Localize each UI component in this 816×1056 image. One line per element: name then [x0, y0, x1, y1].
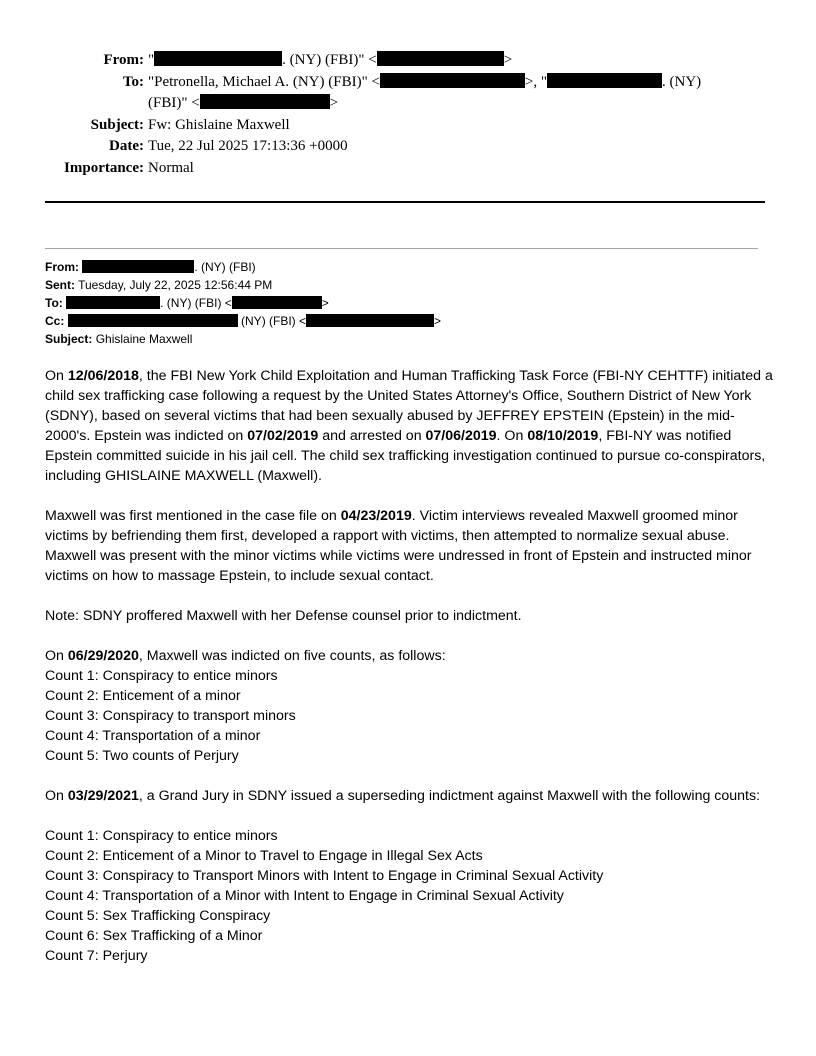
subject-value: Fw: Ghislaine Maxwell: [148, 116, 290, 133]
redaction: [306, 314, 434, 327]
outer-subject-row: [45, 115, 765, 137]
header-divider: [45, 201, 765, 203]
importance-label: Importance:: [64, 159, 144, 176]
from-label: From:: [103, 52, 144, 68]
to-label: To:: [122, 73, 144, 90]
to-value: "Petronella, Michael A. (NY) (FBI)" < >, " . (NY) (FBI)" < >: [148, 73, 702, 111]
inner-to-row: To: . (NY) (FBI) < >: [45, 296, 329, 310]
list-item: Count 1: Conspiracy to entice minors: [45, 668, 278, 684]
forwarded-header: [45, 258, 765, 348]
list-item: Count 5: Sex Trafficking Conspiracy: [45, 908, 271, 924]
inner-sent-label: Sent:: [45, 278, 75, 292]
list-item: Count 2: Enticement of a Minor to Travel to Engage in Illegal Sex Acts: [45, 848, 483, 864]
inner-subject-row: [45, 330, 765, 348]
redaction: [200, 94, 330, 109]
redaction: [66, 296, 160, 309]
date-label: Date:: [109, 138, 144, 154]
from-value: " . (NY) (FBI)" < >: [148, 52, 513, 68]
outer-to-row: [45, 72, 765, 115]
redaction: [547, 73, 662, 88]
list-item: Count 4: Transportation of a minor: [45, 728, 261, 744]
inner-to-label: To:: [45, 296, 63, 310]
outer-importance-row: [45, 158, 765, 180]
list-item: Count 6: Sex Trafficking of a Minor: [45, 928, 263, 944]
outer-date-row: [45, 136, 765, 158]
inner-subject-value: Ghislaine Maxwell: [95, 332, 193, 346]
redaction: [377, 51, 504, 66]
inner-sent-row: [45, 276, 765, 294]
outer-email-header: [45, 50, 765, 179]
inner-from-label: From:: [45, 260, 79, 274]
list-item: Count 5: Two counts of Perjury: [45, 748, 239, 764]
list-item: Count 1: Conspiracy to entice minors: [45, 828, 278, 844]
redaction: [154, 51, 282, 66]
inner-sent-value: Tuesday, July 22, 2025 12:56:44 PM: [78, 278, 273, 292]
paragraph-superseding: On 03/29/2021, a Grand Jury in SDNY issued a superseding indictment against Maxwell with the following counts:: [45, 788, 761, 804]
paragraph-maxwell-mention: Maxwell was first mentioned in the case file on 04/23/2019. Victim interviews revealed Maxwell groomed minor victims by befriending them first, developed a rapport with victims, then attempted to normalize sexual abuse. Maxwell was present with the minor victims while victims were undressed in front of Epstein and instructed minor victims on how to massage Epstein, to include sexual contact.: [45, 508, 752, 584]
redaction: [82, 260, 194, 273]
list-item: Count 3: Conspiracy to Transport Minors with Intent to Engage in Criminal Sexual Activity: [45, 868, 604, 884]
list-item: Count 7: Perjury: [45, 948, 148, 964]
importance-value: Normal: [148, 159, 194, 176]
inner-cc-label: Cc:: [45, 314, 65, 328]
list-item: Count 3: Conspiracy to transport minors: [45, 708, 296, 724]
outer-from-row: [45, 50, 765, 72]
redaction: [380, 73, 525, 88]
date-value: Tue, 22 Jul 2025 17:13:36 +0000: [148, 138, 348, 154]
superseding-counts-list: [45, 826, 773, 966]
message-body: [45, 366, 773, 966]
inner-cc-row: Cc: (NY) (FBI) < >: [45, 314, 442, 328]
paragraph-indictment: On 06/29/2020, Maxwell was indicted on five counts, as follows: Count 1: Conspiracy to entice minors Count 2: Enticement of a minor Count 3: Conspiracy to transport minors Count 4: Transportation of a minor Count 5: Two counts of Perjury: [45, 646, 773, 766]
redaction: [232, 296, 322, 309]
inner-subject-label: Subject:: [45, 332, 93, 346]
paragraph-note: Note: SDNY proffered Maxwell with her Defense counsel prior to indictment.: [45, 608, 522, 624]
list-item: Count 2: Enticement of a minor: [45, 688, 241, 704]
subject-label: Subject:: [90, 116, 144, 133]
forward-divider: [45, 248, 758, 249]
redaction: [68, 314, 238, 327]
inner-from-row: From: . (NY) (FBI): [45, 260, 256, 274]
paragraph-case-initiation: On 12/06/2018, the FBI New York Child Exploitation and Human Trafficking Task Force (FBI-NY CEHTTF) initiated a child sex trafficking case following a request by the United States Attorney's Office, Southern District of New York (SDNY), based on several victims that had been sexually abused by JEFFREY EPSTEIN (Epstein) in the mid-2000's. Epstein was indicted on 07/02/2019 and arrested on 07/06/2019. On 08/10/2019, FBI-NY was notified Epstein committed suicide in his jail cell. The child sex trafficking investigation continued to pursue co-conspirators, including GHISLAINE MAXWELL (Maxwell).: [45, 368, 773, 484]
list-item: Count 4: Transportation of a Minor with Intent to Engage in Criminal Sexual Activity: [45, 888, 564, 904]
